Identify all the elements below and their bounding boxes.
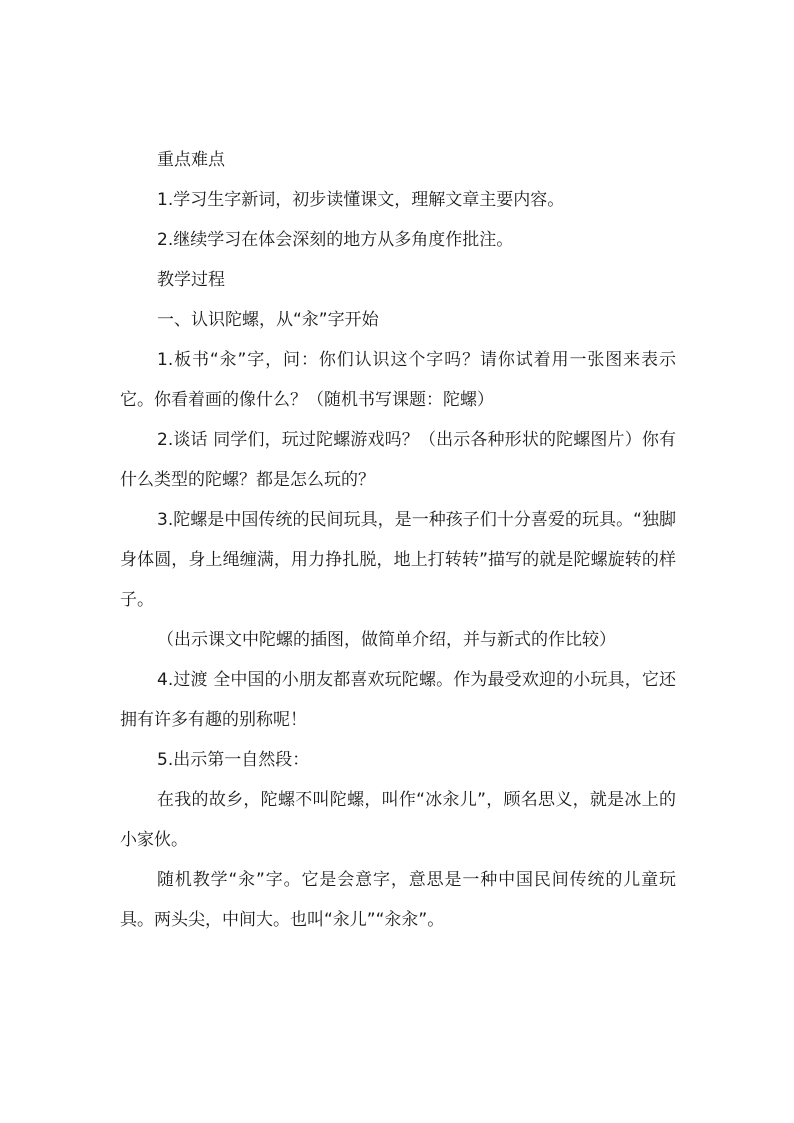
paragraph-step-1: 1.板书“汆”字，问：你们认识这个字吗？请你试着用一张图来表示它。你看着画的像什么？（随机书写课题：陀螺） [120, 350, 676, 410]
paragraph-step-2: 2.谈话 同学们，玩过陀螺游戏吗？（出示各种形状的陀螺图片）你有什么类型的陀螺？都是怎么玩的？ [120, 430, 676, 490]
section-heading-key-points: 重点难点 [157, 150, 225, 170]
document-body [120, 140, 676, 940]
subsection-heading-1: 一、认识陀螺，从“汆”字开始 [157, 310, 379, 330]
paragraph-step-3: 3.陀螺是中国传统的民间玩具，是一种孩子们十分喜爱的玩具。“独脚身体圆，身上绳缠满，用力挣扎脱，地上打转转”描写的就是陀螺旋转的样子。 [120, 510, 676, 610]
key-point-2: 2.继续学习在体会深刻的地方从多角度作批注。 [157, 230, 514, 250]
paragraph-quote: 在我的故乡，陀螺不叫陀螺，叫作“冰汆儿”，顾名思义，就是冰上的小家伙。 [120, 790, 676, 850]
paragraph-step-5: 5.出示第一自然段： [157, 750, 310, 770]
key-point-1: 1.学习生字新词，初步读懂课文，理解文章主要内容。 [157, 190, 565, 210]
paragraph-step-4: 4.过渡 全中国的小朋友都喜欢玩陀螺。作为最受欢迎的小玩具，它还拥有许多有趣的别称呢！ [120, 670, 676, 730]
section-heading-teaching-process: 教学过程 [157, 270, 225, 290]
paragraph-illustration-note: （出示课文中陀螺的插图，做简单介绍，并与新式的作比较） [157, 630, 616, 650]
paragraph-character-teaching: 随机教学“汆”字。它是会意字，意思是一种中国民间传统的儿童玩具。两头尖，中间大。也叫“汆儿”“汆汆”。 [120, 870, 676, 930]
